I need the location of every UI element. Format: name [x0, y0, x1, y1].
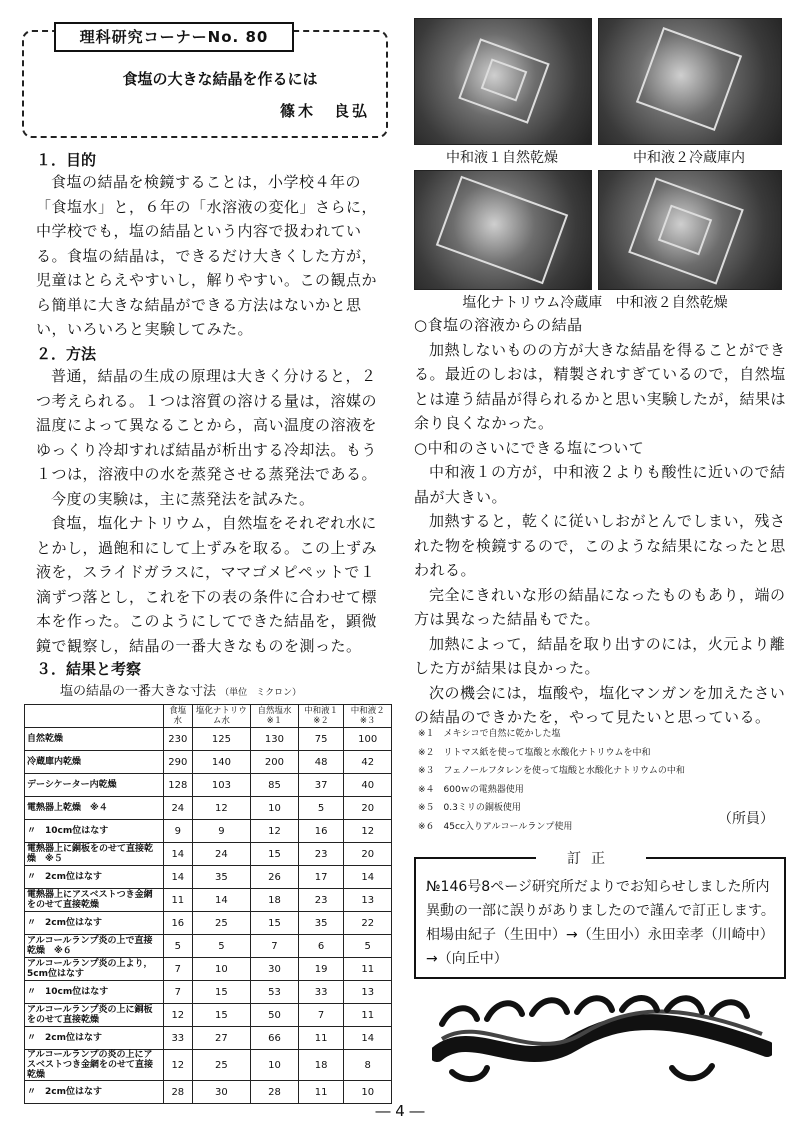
table-cell: 35	[298, 912, 344, 935]
article-title: 食塩の大きな結晶を作るには	[122, 70, 318, 88]
table-body	[25, 728, 392, 1104]
paragraph: 食塩，塩化ナトリウム，自然塩をそれぞれ水にとかし，過飽和にして上ずみを取る。この上ずみ液を，スライドガラスに，ママゴメピペットで１滴ずつ落とし，これを下の表の条件に合わせて標本を作った。このようにしてできた結晶を，顕微鏡で観察し，結晶の一番大きなものを測った。	[36, 514, 378, 655]
table-row	[25, 912, 392, 935]
table-row	[25, 843, 392, 866]
paragraph: 中和液１の方が，中和液２よりも酸性に近いので結晶が大きい。	[414, 463, 786, 506]
column-header: 自然塩水 ※１	[251, 705, 299, 728]
subheading: ○食塩の溶液からの結晶	[414, 316, 583, 334]
table-cell: 130	[251, 728, 299, 751]
table-cell: 20	[344, 797, 392, 820]
table-cell: 290	[164, 751, 193, 774]
table-cell: 27	[192, 1027, 251, 1050]
section-heading-purpose: １．目的	[36, 151, 97, 169]
table-unit: （単位 ミクロン）	[220, 688, 302, 698]
table-cell: 200	[251, 751, 299, 774]
footnote: ※３ フェノールフタレンを使って塩酸と水酸化ナトリウムの中和	[418, 766, 685, 776]
table-row	[25, 1081, 392, 1104]
decorative-leaf-border	[432, 994, 772, 1084]
table-row	[25, 958, 392, 981]
table-row	[25, 751, 392, 774]
table-cell: 11	[344, 1004, 392, 1027]
crystal-photo-1	[414, 18, 592, 145]
table-cell: 48	[298, 751, 344, 774]
table-cell: 33	[298, 981, 344, 1004]
table-cell: 23	[298, 889, 344, 912]
row-label: アルコールランプ炎の上に銅板をのせて直接乾燥	[25, 1004, 164, 1027]
table-cell: 75	[298, 728, 344, 751]
table-cell: 24	[164, 797, 193, 820]
row-label: 冷蔵庫内乾燥	[25, 751, 164, 774]
table-cell: 11	[298, 1081, 344, 1104]
errata-box	[414, 857, 786, 979]
table-cell: 22	[344, 912, 392, 935]
table-row	[25, 774, 392, 797]
row-label: アルコールランプ炎の上で直接乾燥 ※６	[25, 935, 164, 958]
section-heading-method: ２．方法	[36, 345, 97, 363]
table-cell: 7	[251, 935, 299, 958]
table-cell: 24	[192, 843, 251, 866]
table-cell: 33	[164, 1027, 193, 1050]
table-cell: 11	[298, 1027, 344, 1050]
photo-caption: 中和液１自然乾燥	[446, 150, 558, 166]
table-cell: 9	[192, 820, 251, 843]
crystal-photo-3	[414, 170, 592, 290]
author-name: 篠木 良弘	[279, 102, 370, 120]
footnote: ※２ リトマス紙を使って塩酸と水酸化ナトリウムを中和	[418, 747, 651, 758]
table-cell: 26	[251, 866, 299, 889]
table-cell: 7	[164, 981, 193, 1004]
table-cell: 28	[251, 1081, 299, 1104]
table-cell: 10	[251, 1050, 299, 1081]
table-cell: 19	[298, 958, 344, 981]
table-cell: 11	[164, 889, 193, 912]
table-cell: 10	[192, 958, 251, 981]
table-cell: 23	[298, 843, 344, 866]
table-corner-cell	[25, 705, 164, 728]
table-caption	[60, 680, 390, 699]
table-cell: 20	[344, 843, 392, 866]
photo-caption: 中和液２自然乾燥	[615, 295, 728, 311]
table-cell: 12	[192, 797, 251, 820]
subheading: ○中和のさいにできる塩について	[414, 438, 645, 457]
table-cell: 15	[251, 843, 299, 866]
table-cell: 25	[192, 912, 251, 935]
table-cell: 7	[164, 958, 193, 981]
table-row	[25, 820, 392, 843]
row-label: 自然乾燥	[25, 728, 164, 751]
table-cell: 14	[192, 889, 251, 912]
table-row	[25, 1027, 392, 1050]
footnote: ※６ 45cc入りアルコールランプ使用	[418, 821, 573, 832]
table-cell: 230	[164, 728, 193, 751]
table-cell: 25	[192, 1050, 251, 1081]
table-cell: 128	[164, 774, 193, 797]
row-label: 〃 10cm位はなす	[25, 820, 164, 843]
table-cell: 6	[298, 935, 344, 958]
table-cell: 50	[251, 1004, 299, 1027]
table-cell: 15	[192, 1004, 251, 1027]
table-cell: 14	[164, 843, 193, 866]
section-heading-results: ３．結果と考察	[36, 660, 142, 678]
table-cell: 14	[344, 866, 392, 889]
table-cell: 16	[164, 912, 193, 935]
table-row	[25, 889, 392, 912]
table-cell: 66	[251, 1027, 299, 1050]
table-cell: 10	[251, 797, 299, 820]
row-label: 〃 2cm位はなす	[25, 1027, 164, 1050]
row-label: 〃 2cm位はなす	[25, 1081, 164, 1104]
table-cell: 18	[298, 1050, 344, 1081]
table-cell: 100	[344, 728, 392, 751]
table-cell: 5	[298, 797, 344, 820]
paragraph: 今度の実験は，主に蒸発法を試みた。	[51, 489, 315, 508]
page-number: ― 4 ―	[375, 1102, 425, 1120]
table-cell: 16	[298, 820, 344, 843]
table-cell: 5	[344, 935, 392, 958]
paragraph: 食塩の結晶を検鏡することは，小学校４年の「食塩水」と，６年の「水溶液の変化」さらに，中学校でも，塩の結晶という内容で扱われている。食塩の結晶は，できるだけ大きくした方が，児童はとらえやすいし，解りやすい。この観点から簡単に大きな結晶ができる方法はないかと思い，いろいろと実験してみた。	[36, 173, 378, 338]
table-cell: 28	[164, 1081, 193, 1104]
table-cell: 125	[192, 728, 251, 751]
table-cell: 10	[344, 1081, 392, 1104]
row-label: アルコールランプ炎の上より，5cm位はなす	[25, 958, 164, 981]
paragraph: 完全にきれいな形の結晶になったものもあり，端の方は異なった結晶もでた。	[414, 585, 786, 628]
table-cell: 30	[192, 1081, 251, 1104]
table-cell: 15	[192, 981, 251, 1004]
table-cell: 13	[344, 981, 392, 1004]
table-row	[25, 1004, 392, 1027]
footnote: ※５ 0.3ミリの銅板使用	[418, 803, 521, 813]
table-cell: 12	[251, 820, 299, 843]
table-cell: 42	[344, 751, 392, 774]
photo-caption: 塩化ナトリウム冷蔵庫	[462, 295, 603, 311]
table-row	[25, 728, 392, 751]
table-cell: 5	[164, 935, 193, 958]
table-cell: 11	[344, 958, 392, 981]
footnote: ※１ メキシコで自然に乾かした塩	[418, 729, 561, 739]
table-cell: 14	[344, 1027, 392, 1050]
corner-label: 理科研究コーナーNo. 80	[54, 22, 294, 52]
table-row	[25, 1050, 392, 1081]
column-header: 食塩水	[164, 705, 193, 728]
column-header: 中和液１ ※２	[298, 705, 344, 728]
paragraph: 加熱によって，結晶を取り出すのには，火元より離した方が結果は良かった。	[414, 634, 786, 677]
row-label: 電熱器上に銅板をのせて直接乾燥 ※５	[25, 843, 164, 866]
paragraph: 加熱すると，乾くに従いしおがとんでしまい，残された物を検鏡するので，このような結果になったと思われる。	[414, 512, 786, 579]
section-text-purpose	[36, 170, 386, 342]
row-label: 〃 2cm位はなす	[25, 912, 164, 935]
crystal-photo-2	[598, 18, 782, 145]
table-row	[25, 981, 392, 1004]
table-cell: 8	[344, 1050, 392, 1081]
crystal-photo-4	[598, 170, 782, 290]
errata-title: 訂正	[536, 848, 646, 868]
table-cell: 140	[192, 751, 251, 774]
table-cell: 17	[298, 866, 344, 889]
table-cell: 9	[164, 820, 193, 843]
table-row	[25, 935, 392, 958]
row-label: 電熱器上乾燥 ※４	[25, 797, 164, 820]
table-cell: 12	[344, 820, 392, 843]
table-cell: 40	[344, 774, 392, 797]
table-cell: 35	[192, 866, 251, 889]
table-caption-text: 塩の結晶の一番大きな寸法	[60, 684, 217, 699]
photo-captions-row2	[410, 292, 780, 312]
paragraph: 普通，結晶の生成の原理は大きく分けると，２つ考えられる。１つは溶質の溶ける量は，溶媒の温度によって異なることから，高い温度の溶液をゆっくり冷却すれば結晶が析出する冷却法。もう１つは，溶液中の水を蒸発させる蒸発法である。	[36, 367, 378, 483]
column-header: 塩化ナトリウム水	[192, 705, 251, 728]
row-label: アルコールランプの炎の上にアスベストつき金網をのせて直接乾燥	[25, 1050, 164, 1081]
footnote: ※４ 600ｗの電熱器使用	[418, 784, 524, 795]
affiliation: （所員）	[718, 811, 774, 827]
table-cell: 15	[251, 912, 299, 935]
table-cell: 13	[344, 889, 392, 912]
row-label: 〃 10cm位はなす	[25, 981, 164, 1004]
right-column-text	[414, 313, 786, 730]
table-cell: 18	[251, 889, 299, 912]
table-cell: 12	[164, 1004, 193, 1027]
table-cell: 85	[251, 774, 299, 797]
paragraph: 加熱しないものの方が大きな結晶を得ることができる。最近のしおは，精製されすぎているので，自然塩とは違う結晶が得られるかと思い実験したが，結果は余り良くなかった。	[414, 340, 787, 432]
table-row	[25, 866, 392, 889]
paragraph: 次の機会には，塩酸や，塩化マンガンを加えたさいの結晶のできかたを，やって見たいと思っている。	[414, 683, 786, 726]
row-label: デーシケーター内乾燥	[25, 774, 164, 797]
table-cell: 103	[192, 774, 251, 797]
row-label: 電熱器上にアスベストつき金網をのせて直接乾燥	[25, 889, 164, 912]
column-header: 中和液２ ※３	[344, 705, 392, 728]
table-header-row	[25, 705, 392, 728]
photo-caption: 中和液２冷蔵庫内	[633, 150, 745, 166]
errata-body: №146号8ページ研究所だよりでお知らせしました所内異動の一部に誤りがありましたので謹んで訂正します。相場由紀子（生田中）→（生田小）永田幸孝（川崎中）→（向丘中）	[426, 879, 775, 967]
table-cell: 53	[251, 981, 299, 1004]
table-cell: 37	[298, 774, 344, 797]
table-cell: 5	[192, 935, 251, 958]
table-cell: 7	[298, 1004, 344, 1027]
table-row	[25, 797, 392, 820]
row-label: 〃 2cm位はなす	[25, 866, 164, 889]
section-text-method	[36, 364, 386, 658]
table-cell: 14	[164, 866, 193, 889]
table-cell: 12	[164, 1050, 193, 1081]
table-cell: 30	[251, 958, 299, 981]
results-table	[24, 704, 392, 1104]
